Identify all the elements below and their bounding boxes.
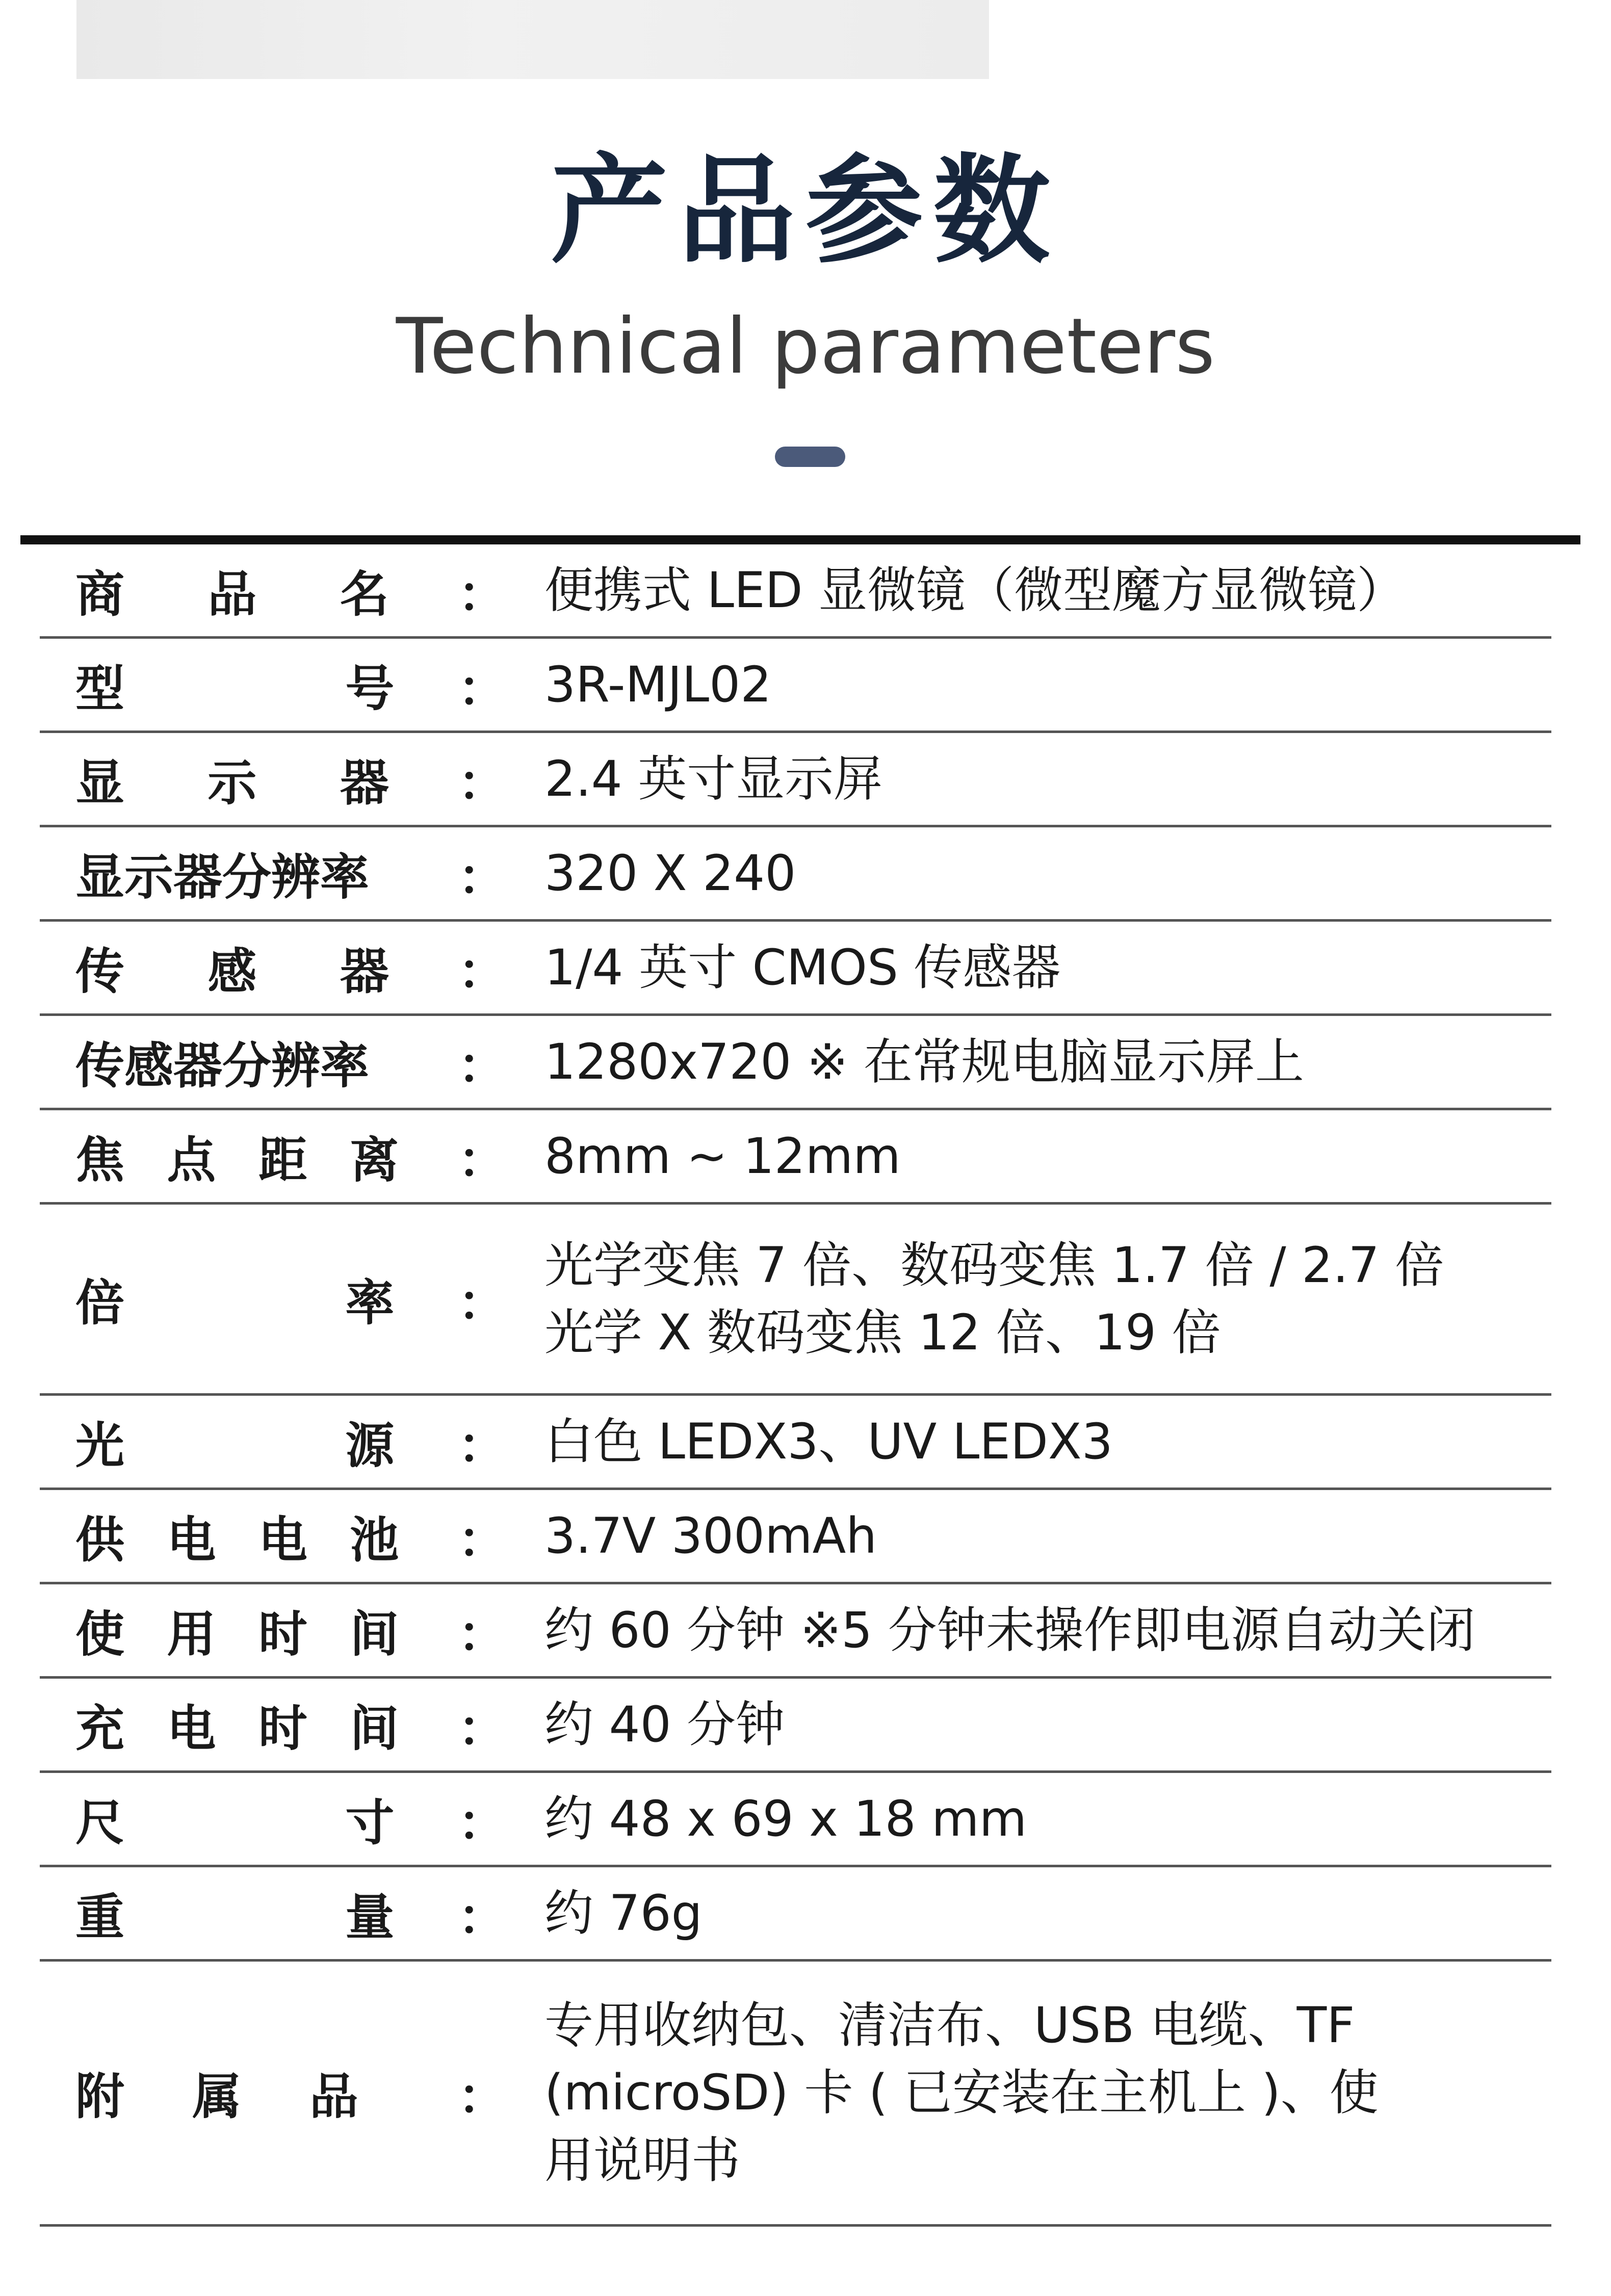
spec-value: 便携式 LED 显微镜（微型魔方显微镜）: [544, 561, 1406, 619]
spec-label: 光 源: [75, 1417, 395, 1474]
spec-colon: ：: [458, 1131, 507, 1189]
page-title: 产品参数: [550, 143, 1060, 279]
spec-label: 重 量: [75, 1888, 395, 1946]
spec-label: 附 属 品: [75, 2068, 358, 2125]
spec-colon: ：: [458, 660, 507, 717]
spec-value: 1/4 英寸 CMOS 传感器: [544, 938, 1061, 996]
spec-row-weight: [40, 1867, 1551, 1962]
spec-table: [40, 544, 1551, 2227]
spec-row-accessories: [40, 1962, 1551, 2227]
spec-label: 显 示 器: [75, 754, 389, 812]
spec-value: 光学变焦 7 倍、数码变焦 1.7 倍 / 2.7 倍 光学 X 数码变焦 12 倍、19 倍: [544, 1236, 1444, 1361]
spec-row-sensor: [40, 922, 1551, 1016]
spec-value: 2.4 英寸显示屏: [544, 750, 883, 807]
spec-label: 型 号: [75, 660, 395, 717]
spec-colon: ：: [458, 943, 507, 1000]
page-subtitle: Technical parameters: [396, 302, 1215, 391]
title-divider: [775, 447, 845, 467]
spec-row-light-source: [40, 1396, 1551, 1490]
spec-value: 约 60 分钟 ※5 分钟未操作即电源自动关闭: [544, 1601, 1475, 1659]
spec-label: 焦 点 距 离: [75, 1131, 399, 1189]
spec-value: 约 76g: [544, 1884, 703, 1942]
spec-value: 专用收纳包、清洁布、USB 电缆、TF (microSD) 卡 ( 已安装在主机上 )、使 用说明书: [544, 1996, 1379, 2189]
spec-row-focal-distance: [40, 1110, 1551, 1205]
spec-value: 1280x720 ※ 在常规电脑显示屏上: [544, 1033, 1304, 1090]
spec-colon: ：: [458, 848, 507, 906]
spec-label: 传 感 器: [75, 943, 389, 1000]
top-product-image-strip: [76, 0, 989, 79]
spec-label: 供 电 电 池: [75, 1511, 399, 1569]
spec-colon: ：: [458, 1700, 507, 1757]
spec-label: 尺 寸: [75, 1794, 395, 1851]
spec-colon: ：: [458, 1037, 507, 1094]
spec-colon: ：: [458, 1511, 507, 1569]
spec-row-magnification: [40, 1205, 1551, 1396]
spec-colon: ：: [458, 1794, 507, 1851]
spec-value: 8mm ~ 12mm: [544, 1127, 901, 1185]
spec-colon: ：: [458, 565, 507, 623]
spec-row-dimensions: [40, 1773, 1551, 1867]
spec-colon: ：: [458, 2068, 507, 2125]
spec-value: 约 40 分钟: [544, 1695, 785, 1753]
spec-value: 3.7V 300mAh: [544, 1507, 877, 1564]
spec-row-display: [40, 733, 1551, 827]
spec-row-display-resolution: [40, 827, 1551, 922]
table-top-rule: [20, 535, 1580, 544]
spec-label: 商 品 名: [75, 565, 389, 623]
spec-row-battery: [40, 1490, 1551, 1584]
spec-label: 使 用 时 间: [75, 1605, 399, 1663]
spec-label: 显示器分辨率: [75, 848, 369, 906]
spec-value: 320 X 240: [544, 844, 796, 902]
spec-label: 传感器分辨率: [75, 1037, 369, 1094]
spec-value: 白色 LEDX3、UV LEDX3: [544, 1413, 1113, 1470]
spec-row-product-name: [40, 544, 1551, 639]
spec-row-model: [40, 639, 1551, 733]
spec-row-usage-time: [40, 1584, 1551, 1679]
spec-row-sensor-resolution: [40, 1016, 1551, 1110]
spec-colon: ：: [458, 754, 507, 812]
spec-colon: ：: [458, 1417, 507, 1474]
spec-label: 充 电 时 间: [75, 1700, 399, 1757]
spec-colon: ：: [458, 1888, 507, 1946]
spec-value: 3R-MJL02: [544, 656, 772, 713]
spec-colon: ：: [458, 1274, 507, 1332]
spec-colon: ：: [458, 1605, 507, 1663]
spec-value: 约 48 x 69 x 18 mm: [544, 1790, 1027, 1847]
spec-label: 倍 率: [75, 1274, 395, 1332]
spec-row-charging-time: [40, 1679, 1551, 1773]
